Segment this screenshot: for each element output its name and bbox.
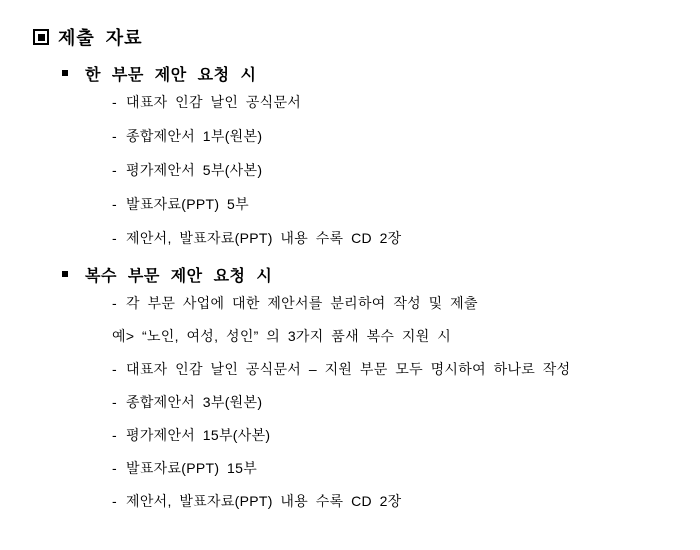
list-item (112, 197, 690, 231)
boxed-square-icon (33, 29, 49, 45)
list-item-text: 평가제안서 15부(사본) (126, 427, 271, 443)
list-item-text: 대표자 인감 날인 공식문서 – 지원 부문 모두 명시하여 하나로 작성 (126, 361, 571, 377)
section-heading: 한 부문 제안 요청 시 (85, 66, 257, 84)
dash-marker: - (112, 196, 117, 212)
list-item (112, 362, 690, 395)
list-item (112, 428, 690, 461)
dash-marker: - (112, 460, 117, 476)
dash-marker: - (112, 94, 117, 110)
list-item-text: 종합제안서 3부(원본) (126, 394, 263, 410)
square-bullet-icon (62, 70, 68, 76)
list-item (112, 231, 690, 265)
section-single-category (33, 64, 690, 265)
list-item-text: 각 부문 사업에 대한 제안서를 분리하여 작성 및 제출 (126, 295, 478, 311)
section-heading-row (62, 265, 690, 283)
section-heading-row (62, 64, 690, 82)
page-title: 제출 자료 (58, 28, 143, 48)
list-item-text: 발표자료(PPT) 5부 (126, 196, 249, 212)
section-heading: 복수 부문 제안 요청 시 (85, 267, 273, 285)
dash-marker: - (112, 128, 117, 144)
boxed-square-icon-inner (38, 34, 45, 41)
list-item (112, 296, 690, 329)
list-item (112, 395, 690, 428)
dash-marker: - (112, 394, 117, 410)
list-item-text: 대표자 인감 날인 공식문서 (126, 94, 302, 110)
dash-marker: - (112, 162, 117, 178)
list-item (112, 461, 690, 494)
list-item-text: 종합제안서 1부(원본) (126, 128, 263, 144)
list-item (112, 95, 690, 129)
item-list (112, 296, 690, 527)
dash-marker: - (112, 361, 117, 377)
list-item-text: 제안서, 발표자료(PPT) 내용 수록 CD 2장 (126, 493, 402, 509)
dash-marker: - (112, 295, 117, 311)
list-item (112, 129, 690, 163)
dash-marker: - (112, 230, 117, 246)
list-item-text: 평가제안서 5부(사본) (126, 162, 263, 178)
list-item-text: 발표자료(PPT) 15부 (126, 460, 258, 476)
item-list (112, 95, 690, 265)
list-item-example (112, 329, 690, 362)
title-row (33, 26, 690, 48)
list-item-text: 제안서, 발표자료(PPT) 내용 수록 CD 2장 (126, 230, 402, 246)
dash-marker: - (112, 427, 117, 443)
list-item (112, 494, 690, 527)
list-item-text: 예> “노인, 여성, 성인” 의 3가지 품새 복수 지원 시 (112, 328, 452, 344)
section-multiple-categories (33, 265, 690, 527)
square-bullet-icon (62, 271, 68, 277)
list-item (112, 163, 690, 197)
dash-marker: - (112, 493, 117, 509)
